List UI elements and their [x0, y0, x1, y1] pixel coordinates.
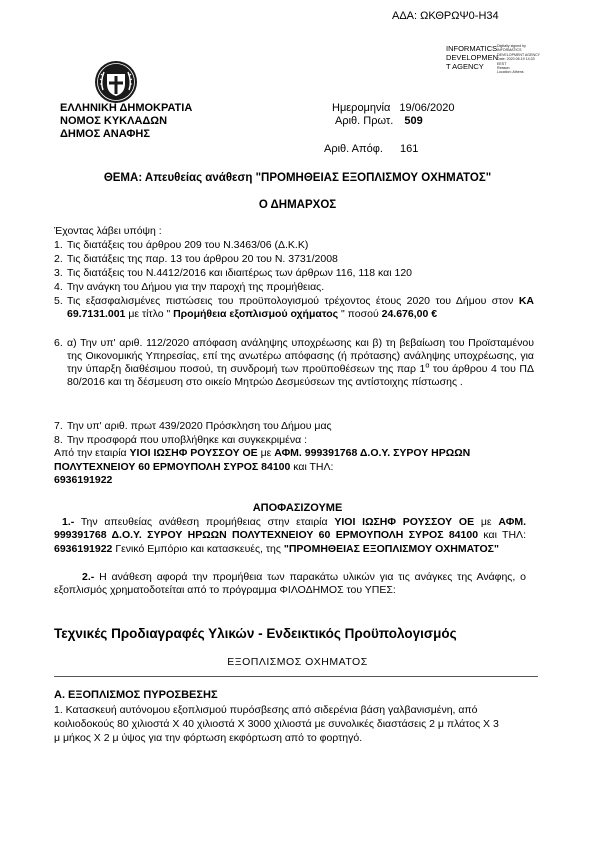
header-decision-row	[324, 143, 418, 155]
text-run: " ποσού	[338, 308, 382, 320]
list-item	[54, 267, 534, 280]
date-label: Ημερομηνία	[332, 102, 391, 114]
header-republic: ΕΛΛΗΝΙΚΗ ΔΗΜΟΚΡΑΤΙΑ	[60, 102, 193, 114]
considerations-intro: Έχοντας λάβει υπόψη :	[54, 225, 162, 237]
date-value: 19/06/2020	[399, 102, 455, 114]
protocol-number: 509	[404, 115, 423, 127]
section-a-title: Α. ΕΞΟΠΛΙΣΜΟΣ ΠΥΡΟΣΒΕΣΗΣ	[54, 689, 218, 701]
list-text: Τις διατάξεις του άρθρου 209 του Ν.3463/06 (Δ.Κ.Κ)	[67, 239, 309, 251]
superscript: α	[425, 362, 430, 370]
company-details: ΑΦΜ. 999391768 Δ.Ο.Υ. ΣΥΡΟΥ ΗΡΩΩΝ ΠΟΛΥΤΕΧΝΕΙΟΥ 60 ΕΡΜΟΥΠΟΛΗ ΣΥΡΟΣ 84100	[54, 447, 471, 473]
budget-title: Προμήθεια εξοπλισμού οχήματος	[173, 308, 339, 320]
list-text	[67, 337, 534, 389]
text-run: Από την εταιρία	[54, 447, 130, 459]
list-number: 5.	[54, 295, 63, 307]
greek-coat-of-arms-icon	[94, 60, 138, 104]
text-run: του άρθρου 4 του ΠΔ 80/2016 και τη δέσμευση στο οικείο Μητρώο Δεσμεύσεων της αντίστοιχης πίστωσης .	[67, 363, 535, 388]
stamp-detail-line: Digitally signed by	[497, 44, 526, 48]
stamp-title	[446, 44, 498, 71]
stamp-title-line: T AGENCY	[446, 62, 484, 71]
subject-line: ΘΕΜΑ: Απευθείας ανάθεση "ΠΡΟΜΗΘΕΙΑΣ ΕΞΟΠΛΙΣΜΟΥ ΟΧΗΜΑΤΟΣ"	[103, 172, 492, 184]
signature-stamp	[446, 44, 564, 78]
list-item	[54, 239, 534, 252]
stamp-detail-line: Location: Athens	[497, 70, 524, 75]
stamp-title-line: INFORMATICS	[446, 44, 498, 53]
list-item	[54, 337, 534, 389]
text-run: Τις εξασφαλισμένες πιστώσεις του προϋπολογισμού τρέχοντος έτους 2020 του Δήμου στον	[67, 295, 519, 307]
list-number: 7.	[54, 420, 63, 432]
list-text: Τις διατάξεις της παρ. 13 του άρθρου 20 του Ν. 3731/2008	[67, 253, 338, 265]
list-number: 3.	[54, 267, 63, 279]
decision-paragraph-1	[54, 516, 526, 556]
decision-paragraph-2	[54, 571, 526, 598]
offer-paragraph	[54, 447, 524, 488]
decision-number: 161	[399, 143, 419, 155]
list-number: 8.	[54, 434, 63, 446]
company-name: ΥΙΟΙ ΙΩΣΗΦ ΡΟΥΣΣΟΥ ΟΕ	[129, 447, 258, 459]
ada-code: ΑΔΑ: ΩΚΘΡΩΨ0-Η34	[392, 10, 499, 22]
header-date-row	[332, 102, 454, 114]
equipment-header: ΕΞΟΠΛΙΣΜΟΣ ΟΧΗΜΑΤΟΣ	[227, 656, 368, 668]
list-text: Την υπ' αριθ. πρωτ 439/2020 Πρόσκληση του Δήμου μας	[67, 420, 332, 432]
budget-amount: 24.676,00 €	[381, 308, 438, 320]
list-item	[54, 295, 534, 321]
text-run: με	[474, 516, 499, 528]
paragraph-number: 1.-	[62, 516, 75, 528]
stamp-detail-line: DEVELOPMENT AGENCY	[497, 52, 541, 57]
list-text: Την ανάγκη του Δήμου για την παροχή της προμήθειας.	[67, 281, 325, 293]
list-item	[54, 434, 534, 447]
company-phone: 6936191922	[54, 474, 113, 486]
stamp-signature-details	[497, 44, 540, 75]
list-number: 4.	[54, 281, 63, 293]
budget-code: ΚΑ 69.7131.001	[67, 295, 534, 320]
stamp-title-line: DEVELOPMEN	[446, 53, 499, 62]
protocol-label: Αριθ. Πρωτ.	[335, 115, 394, 127]
header-authority	[60, 102, 192, 141]
company-name: ΥΙΟΙ ΙΩΣΗΦ ΡΟΥΣΣΟΥ ΟΕ	[334, 516, 475, 528]
stamp-detail-line: EEST	[497, 61, 507, 66]
text-run: Γενικό Εμπόριο και κατασκευές, της	[112, 542, 284, 555]
text-run: με	[257, 447, 275, 459]
list-number: 6.	[54, 337, 63, 349]
company-details: ΑΦΜ. 999391768 Δ.Ο.Υ. ΣΥΡΟΥ ΗΡΩΩΝ ΠΟΛΥΤΕΧΝΕΙΟΥ 60 ΕΡΜΟΥΠΟΛΗ ΣΥΡΟΣ 84100	[54, 516, 526, 542]
list-item	[54, 253, 534, 266]
section-a-text: 1. Κατασκευή αυτόνομου εξοπλισμού πυρόσβεσης από σιδερένια βάση γαλβανισμένη, από κοιλιοδοκούς 80 χιλιοστά Χ 40 χιλιοστά Χ 3000 χιλιοστά με συνολικές διαστάσεις 2 μ πλάτος Χ 3 μ μήκος Χ 2 μ ύψος για την φόρτωση εκφόρτωση από το φορτηγό.	[54, 704, 499, 744]
header-protocol-row	[335, 115, 423, 127]
table-rule	[54, 676, 538, 677]
list-number: 2.	[54, 253, 63, 265]
header-municipality: ΔΗΜΟΣ ΑΝΑΦΗΣ	[60, 128, 150, 140]
stamp-detail-line: Date: 2020.06.19 14:33	[497, 57, 535, 62]
text-run: Την απευθείας ανάθεση προμήθειας στην εταιρία	[74, 516, 335, 528]
list-number: 1.	[54, 239, 63, 251]
text-run: με τίτλο "	[125, 308, 174, 320]
text-run: α) Την υπ' αριθ. 112/2020 απόφαση ανάληψης υποχρέωσης και β) τη βεβαίωση του Προϊσταμένου της Οικονομικής Υπηρεσίας, επί της ανωτέρω απόφασης (ή πρότασης) ανάληψης υποχρέωσης, για την ύπαρξη διαθέσιμου ποσού, τη συνδρομή των προϋποθέσεων της παρ 1	[67, 337, 534, 375]
text-run: και ΤΗΛ:	[478, 529, 526, 542]
list-text	[67, 295, 534, 321]
list-text: Την προσφορά που υποβλήθηκε και συγκεκριμένα :	[67, 434, 308, 446]
procurement-title: "ΠΡΟΜΗΘΕΙΑΣ ΕΞΟΠΛΙΣΜΟΥ ΟΧΗΜΑΤΟΣ"	[283, 542, 499, 555]
decision-heading: ΑΠΟΦΑΣΙΖΟΥΜΕ	[252, 502, 343, 514]
company-phone: 6936191922	[54, 542, 113, 555]
specifications-title: Τεχνικές Προδιαγραφές Υλικών - Ενδεικτικός Προϋπολογισμός	[54, 626, 457, 641]
mayor-heading: Ο ΔΗΜΑΡΧΟΣ	[258, 199, 337, 211]
paragraph-number: 2.-	[82, 571, 95, 583]
list-item	[54, 420, 534, 433]
list-item	[54, 281, 534, 294]
stamp-detail-line: INFORMATICS	[497, 48, 522, 53]
stamp-detail-line: Reason:	[497, 66, 511, 71]
text-run: Η ανάθεση αφορά την προμήθεια των παρακάτω υλικών για τις ανάγκες της Ανάφης, ο εξοπλισμός χρηματοδοτείται από το πρόγραμμα ΦΙΛΟΔΗΜΟΣ του ΥΠΕΣ:	[54, 571, 526, 597]
text-run: και ΤΗΛ:	[290, 460, 334, 473]
list-text: Τις διατάξεις του Ν.4412/2016 και ιδιαιτέρως των άρθρων 116, 118 και 120	[67, 267, 413, 279]
decision-label: Αριθ. Απόφ.	[324, 143, 383, 155]
header-prefecture: ΝΟΜΟΣ ΚΥΚΛΑΔΩΝ	[60, 115, 168, 127]
